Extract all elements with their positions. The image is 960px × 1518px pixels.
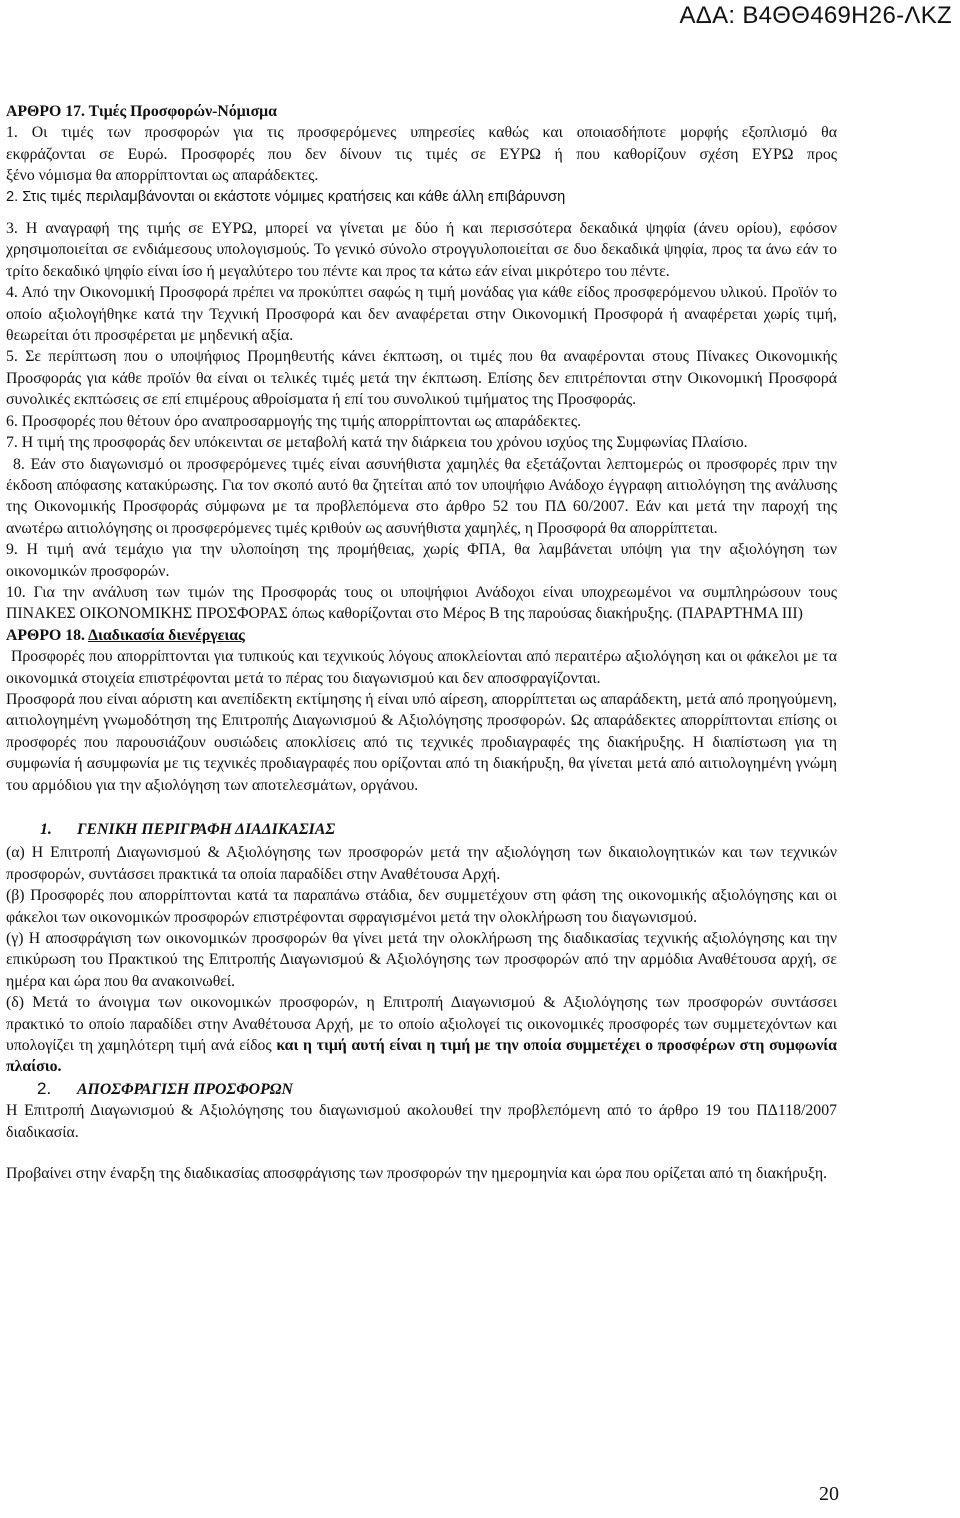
- section-2-title: ΑΠΟΣΦΡΑΓΙΣΗ ΠΡΟΣΦΟΡΩΝ: [77, 1080, 293, 1098]
- article-17-p8: 8. Εάν στο διαγωνισμό οι προσφερόμενες τιμές είναι ασυνήθιστα χαμηλές θα εξετάζονται λεπτομερώς οι προσφορές πριν την έκδοση απόφασης κατακύρωσης. Για τον σκοπό αυτό θα ζητείται από τον υποψήφιο Ανάδοχο έγγραφη αιτιολόγηση της ανάλυσης της Οικονομικής Προσφοράς σύμφωνα με τα προβλεπόμενα στο άρθρο 52 του ΠΔ 60/2007. Εάν και μετά την παροχή της ανωτέρω αιτιολόγησης οι προσφερόμενες τιμές κριθούν ως ασυνήθιστα χαμηλές, η Προσφορά θα απορρίπτεται.: [6, 455, 837, 537]
- section-2-p2: Προβαίνει στην έναρξη της διαδικασίας αποσφράγισης των προσφορών την ημερομηνία και ώρα που ορίζεται από τη διακήρυξη.: [6, 1165, 828, 1183]
- article-17-p10: 10. Για την ανάλυση των τιμών της Προσφοράς τους οι υποψήφιοι Ανάδοχοι είναι υποχρεωμένοι να συμπληρώσουν τους ΠΙΝΑΚΕΣ ΟΙΚΟΝΟΜΙΚΗΣ ΠΡΟΣΦΟΡΑΣ όπως καθορίζονται στο Μέρος Β της παρούσας διακήρυξης. (ΠΑΡΑΡΤΗΜΑ ΙΙΙ): [6, 583, 837, 623]
- section-1-a: (α) Η Επιτροπή Διαγωνισμού & Αξιολόγησης των προσφορών μετά την αξιολόγηση των δικαιολογητικών και των τεχνικών προσφορών, συντάσσει πρακτικά τα οποία παραδίδει στην Αναθέτουσα Αρχή.: [6, 844, 837, 883]
- section-1-heading: [6, 819, 837, 840]
- article-18-title: [6, 625, 837, 646]
- document-body: [6, 101, 837, 1185]
- section-1-d-bold: και η τιμή αυτή είναι η τιμή με την οποία συμμετέχει ο προσφέρων στη συμφωνία πλαίσιο.: [6, 1037, 837, 1076]
- section-1-c: (γ) Η αποσφράγιση των οικονομικών προσφορών θα γίνει μετά την ολοκλήρωση της διαδικασίας τεχνικής αξιολόγησης και την επικύρωση του Πρακτικού της Επιτροπής Διαγωνισμού & Αξιολόγησης των προσφορών από την αρμόδια Αναθέτουσα αρχή, σε ημέρα και ώρα που θα ανακοινωθεί.: [6, 930, 837, 990]
- article-18-p2: Προσφορά που είναι αόριστη και ανεπίδεκτη εκτίμησης ή είναι υπό αίρεση, απορρίπτεται ως απαράδεκτη, μετά από προηγούμενη, αιτιολογημένη γνωμοδότηση της Επιτροπής Διαγωνισμού & Αξιολόγησης προσφορών. Ως απαράδεκτες απορρίπτονται επίσης οι προσφορές που παρουσιάζουν ουσιώδεις αποκλίσεις από τις τεχνικές προδιαγραφές της διακήρυξης. Η διαπίστωση για τη συμφωνία ή ασυμφωνία με τις τεχνικές προδιαγραφές που ορίζονται από τη διακήρυξη, θα γίνεται μετά από αιτιολογημένη γνώμη του αρμόδιου για την αξιολόγηση των αποτελεσμάτων, οργάνου.: [6, 690, 837, 794]
- article-17-p2: 2. Στις τιμές περιλαμβάνονται οι εκάστοτε νόμιμες κρατήσεις και κάθε άλλη επιβάρυνση: [6, 188, 566, 205]
- page-number: 20: [819, 1483, 839, 1505]
- section-1-d: [6, 992, 837, 1078]
- section-2-p1: Η Επιτροπή Διαγωνισμού & Αξιολόγησης του διαγωνισμού ακολουθεί την προβλεπόμενη από το άρθρο 19 του ΠΔ118/2007 διαδικασία.: [6, 1102, 837, 1141]
- ada-code: ΑΔΑ: Β4ΘΘ469Η26-ΛΚΖ: [679, 2, 952, 29]
- article-17-p1-line2: εκφράζονται σε Ευρώ. Προσφορές που δεν δίνουν τις τιμές σε ΕΥΡΩ ή που καθορίζουν σχέση ΕΥΡΩ προς: [6, 145, 837, 163]
- article-17-p5: 5. Σε περίπτωση που ο υποψήφιος Προμηθευτής κάνει έκπτωση, οι τιμές που θα αναφέρονται στους Πίνακες Οικονομικής Προσφοράς για κάθε προϊόν θα είναι οι τελικές τιμές μετά την έκπτωση. Επίσης δεν επιτρέπονται στην Οικονομική Προσφορά συνολικές εκπτώσεις σε επί επιμέρους αθροίσματα ή επί του συνολικού τιμήματος της Προσφοράς.: [6, 348, 837, 409]
- section-1-number: 1.: [40, 821, 52, 838]
- article-17-p6: 6. Προσφορές που θέτουν όρο αναπροσαρμογής της τιμής απορρίπτονται ως απαράδεκτες.: [6, 412, 582, 430]
- section-1-b: (β) Προσφορές που απορρίπτονται κατά τα παραπάνω στάδια, δεν συμμετέχουν στη φάση της οικονομικής αξιολόγησης και οι φάκελοι των οικονομικών προσφορών επιστρέφονται σφραγισμένοι μετά την ολοκλήρωση του διαγωνισμού.: [6, 887, 837, 926]
- article-17-title: ΑΡΘΡΟ 17. Τιμές Προσφορών-Νόμισμα: [6, 103, 277, 120]
- article-17-p1-line1: 1. Οι τιμές των προσφορών για τις προσφερόμενες υπηρεσίες καθώς και οποιασδήποτε μορφής εξοπλισμό θα: [6, 124, 837, 142]
- article-18-p1: Προσφορές που απορρίπτονται για τυπικούς και τεχνικούς λόγους αποκλείονται από περαιτέρω αξιολόγηση και οι φάκελοι με τα οικονομικά στοιχεία επιστρέφονται μετά το πέρας του διαγωνισμού και δεν αποσφραγίζονται.: [6, 648, 837, 687]
- section-1-d-text: (δ) Μετά το άνοιγμα των οικονομικών προσφορών, η Επιτροπή Διαγωνισμού & Αξιολόγησης των προσφορών συντάσσει πρακτικό το οποίο παραδίδει στην Αναθέτουσα Αρχή, με το οποίο αξιολογεί τις οικονομικές προσφορές των συμμετεχόντων και υπολογίζει τη χαμηλότερη τιμή ανά είδος: [6, 994, 837, 1055]
- article-17-p1-line3: ξένο νόμισμα θα απορρίπτονται ως απαράδεκτες.: [6, 167, 319, 185]
- section-1-title: ΓΕΝΙΚΗ ΠΕΡΙΓΡΑΦΗ ΔΙΑΔΙΚΑΣΙΑΣ: [77, 821, 336, 838]
- article-17-p7: 7. Η τιμή της προσφοράς δεν υπόκεινται σε μεταβολή κατά την διάρκεια του χρόνου ισχύος της Συμφωνίας Πλαίσιο.: [6, 434, 748, 452]
- section-2-heading: [6, 1078, 837, 1100]
- article-17-p3: 3. Η αναγραφή της τιμής σε ΕΥΡΩ, μπορεί να γίνεται με δύο ή και περισσότερα δεκαδικά ψηφία (άνευ ορίου), εφόσον χρησιμοποιείται σε ενδιάμεσους υπολογισμούς. Το γενικό σύνολο στρογγυλοποιείται σε δυο δεκαδικά ψηφία, προς τα άνω εάν το τρίτο δεκαδικό ψηφίο είναι ίσο ή μεγαλύτερο του πέντε και προς τα κάτω εάν είναι μικρότερο του πέντε.: [6, 220, 837, 280]
- article-18-title-prefix: ΑΡΘΡΟ 18.: [6, 626, 85, 644]
- article-17-p9: 9. Η τιμή ανά τεμάχιο για την υλοποίηση της προμήθειας, χωρίς ΦΠΑ, θα λαμβάνεται υπόψη για την αξιολόγηση των οικονομικών προσφορών.: [6, 541, 837, 580]
- section-2-number: 2.: [37, 1078, 52, 1098]
- article-18-title-rest: Διαδικασία διενέργειας: [88, 626, 245, 644]
- article-17-p4: 4. Από την Οικονομική Προσφορά πρέπει να προκύπτει σαφώς η τιμή μονάδας για κάθε είδος προσφερόμενου υλικού. Προϊόν το οποίο αξιολογήθηκε κατά την Τεχνική Προσφορά και δεν αναφέρεται στην Οικονομική Προσφορά ή αναφέρεται χωρίς τιμή, θεωρείται ότι προσφέρεται με μηδενική αξία.: [6, 284, 837, 345]
